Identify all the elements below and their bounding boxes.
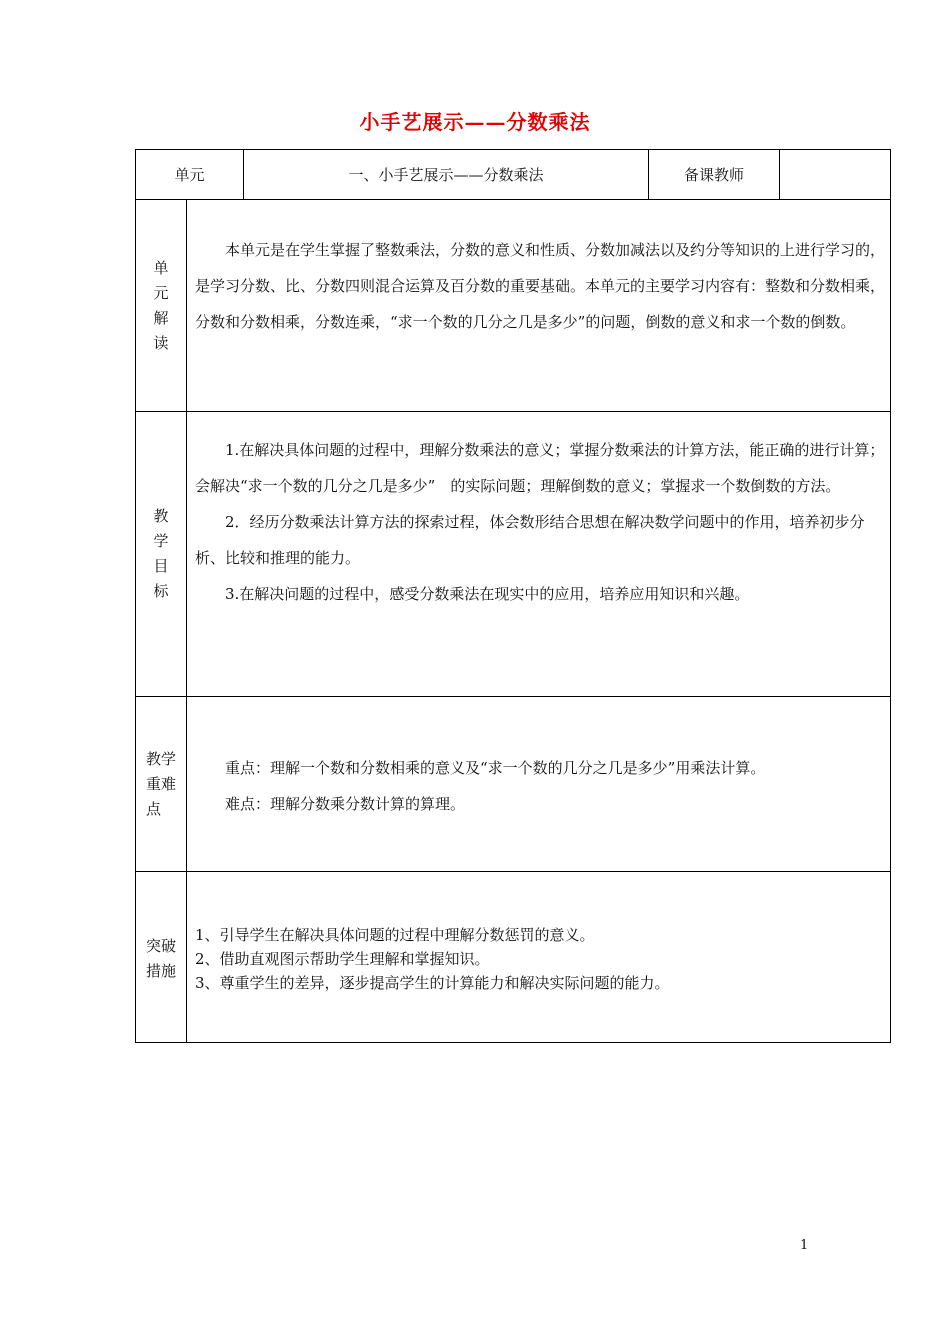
key-point-paragraph: 难点：理解分数乘分数计算的算理。: [225, 795, 466, 813]
key-point-paragraph: 重点：理解一个数和分数相乘的意义及“求一个数的几分之几是多少”用乘法计算。: [225, 759, 766, 777]
side-label-line: 标: [153, 582, 169, 600]
teacher-label: 备课教师: [683, 166, 744, 184]
side-label-line: 元: [153, 283, 169, 302]
goal-paragraph: 3.在解决问题的过程中，感受分数乘法在现实中的应用，培养应用知识和兴趣。: [225, 585, 750, 603]
col-divider: [186, 199, 187, 1042]
side-label-line: 单: [153, 258, 169, 277]
measure-item: 1、引导学生在解决具体问题的过程中理解分数惩罚的意义。: [195, 926, 595, 944]
row-divider: [136, 411, 890, 412]
measures-content: [195, 923, 885, 995]
unit-reading-content: [195, 232, 885, 340]
side-label-line: 措施: [145, 962, 176, 980]
unit-value: 一、小手艺展示——分数乘法: [348, 166, 544, 184]
side-label-line: 目: [153, 557, 169, 575]
teacher-value: [780, 150, 890, 199]
measures-label: [136, 872, 186, 1042]
side-label-line: 重难: [145, 774, 176, 793]
teaching-goals-content: [195, 432, 885, 612]
side-label-line: 教: [153, 507, 169, 525]
unit-label: 单元: [174, 166, 205, 184]
row-divider: [136, 871, 890, 872]
teaching-goals-label: [136, 412, 186, 696]
measure-item: 3、尊重学生的差异，逐步提高学生的计算能力和解决实际问题的能力。: [195, 974, 670, 992]
goal-paragraph: 1.在解决具体问题的过程中，理解分数乘法的意义；掌握分数乘法的计算方法，能正确的进行计算；会解决“求一个数的几分之几是多少” 的实际问题；理解倒数的意义；掌握求一个数倒数的方法。: [195, 441, 885, 495]
key-points-label: [136, 697, 186, 871]
side-label-line: 突破: [145, 937, 176, 955]
document-title: 小手艺展示——分数乘法: [359, 110, 591, 134]
lesson-plan-table: [135, 149, 891, 1043]
side-label-line: 解: [153, 308, 169, 327]
measure-item: 2、借助直观图示帮助学生理解和掌握知识。: [195, 950, 490, 968]
side-label-line: 学: [153, 532, 169, 550]
page-number: 1: [800, 1238, 809, 1253]
row-divider: [136, 696, 890, 697]
side-label-line: 读: [153, 333, 169, 352]
key-points-content: [195, 750, 885, 822]
side-label-line: 点: [145, 799, 161, 818]
unit-reading-paragraph: 本单元是在学生掌握了整数乘法，分数的意义和性质、分数加减法以及约分等知识的上进行学习的，是学习分数、比、分数四则混合运算及百分数的重要基础。本单元的主要学习内容有：整数和分数相乘，分数和分数相乘，分数连乘，“求一个数的几分之几是多少”的问题，倒数的意义和求一个数的倒数。: [195, 241, 886, 331]
unit-reading-label: [136, 200, 186, 411]
goal-paragraph: 2．经历分数乘法计算方法的探索过程，体会数形结合思想在解决数学问题中的作用，培养初步分析、比较和推理的能力。: [195, 513, 865, 567]
side-label-line: 教学: [145, 749, 176, 768]
row-divider: [136, 199, 890, 200]
